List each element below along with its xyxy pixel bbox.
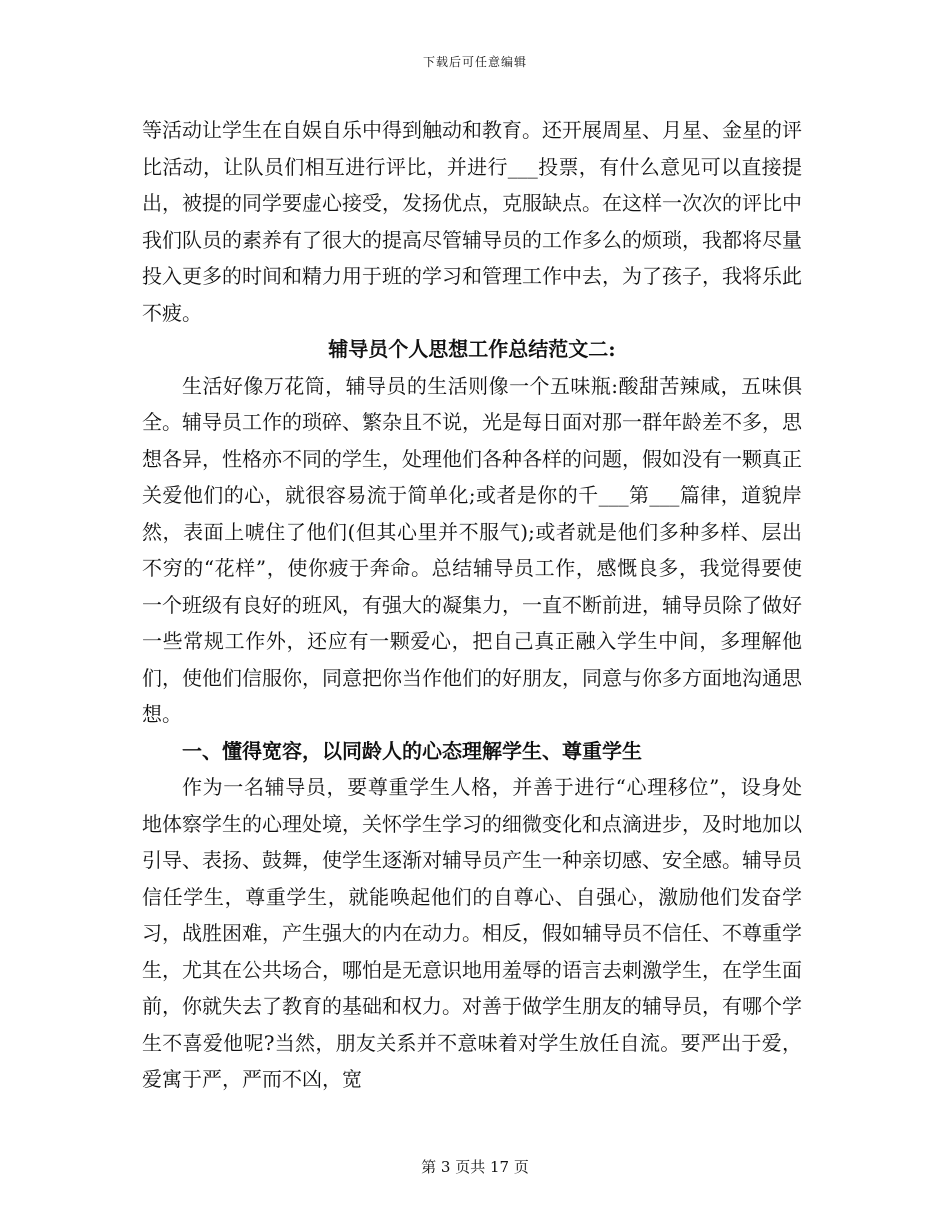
paragraph-1: 等活动让学生在自娱自乐中得到触动和教育。还开展周星、月星、金星的评比活动，让队员们相互进行评比，并进行___投票，有什么意见可以直接提出，被提的同学要虚心接受，发扬优点，克服缺点。在这样一次次的评比中我们队员的素养有了很大的提高尽管辅导员的工作多么的烦琐，我都将尽量投入更多的时间和精力用于班的学习和管理工作中去，为了孩子，我将乐此不疲。 [142,118,802,325]
paragraph-2: 生活好像万花筒，辅导员的生活则像一个五味瓶:酸甜苦辣咸，五味俱全。辅导员工作的琐碎、繁杂且不说，光是每日面对那一群年龄差不多，思想各异，性格亦不同的学生，处理他们各种各样的问题，假如没有一颗真正关爱他们的心，就很容易流于简单化;或者是你的千___第___篇律，道貌岸然，表面上唬住了他们(但其心里并不服气);或者就是他们多种多样、层出不穷的“花样”，使你疲于奔命。总结辅导员工作，感慨良多，我觉得要使一个班级有良好的班风，有强大的凝集力，一直不断前进，辅导员除了做好一些常规工作外，还应有一颗爱心，把自己真正融入学生中间，多理解他们，使他们信服你，同意把你当作他们的好朋友，同意与你多方面地沟通思想。 [142,373,802,726]
subheading-1: 一、懂得宽容，以同龄人的心态理解学生、尊重学生 [182,738,642,763]
paragraph-3: 作为一名辅导员，要尊重学生人格，并善于进行“心理移位”，设身处地体察学生的心理处境，关怀学生学习的细微变化和点滴进步，及时地加以引导、表扬、鼓舞，使学生逐渐对辅导员产生一种亲切感、安全感。辅导员信任学生，尊重学生，就能唤起他们的自尊心、自强心，激励他们发奋学习，战胜困难，产生强大的内在动力。相反，假如辅导员不信任、不尊重学生，尤其在公共场合，哪怕是无意识地用羞辱的语言去刺激学生，在学生面前，你就失去了教育的基础和权力。对善于做学生朋友的辅导员，有哪个学生不喜爱他呢?当然，朋友关系并不意味着对学生放任自流。要严出于爱，爱寓于严，严而不凶，宽 [142,775,802,1091]
page-header: 下载后可任意编辑 [422,55,527,69]
document-body [142,112,802,1098]
page-footer: 第 3 页共 17 页 [421,1158,529,1176]
section-title: 辅导员个人思想工作总结范文二: [328,337,616,361]
